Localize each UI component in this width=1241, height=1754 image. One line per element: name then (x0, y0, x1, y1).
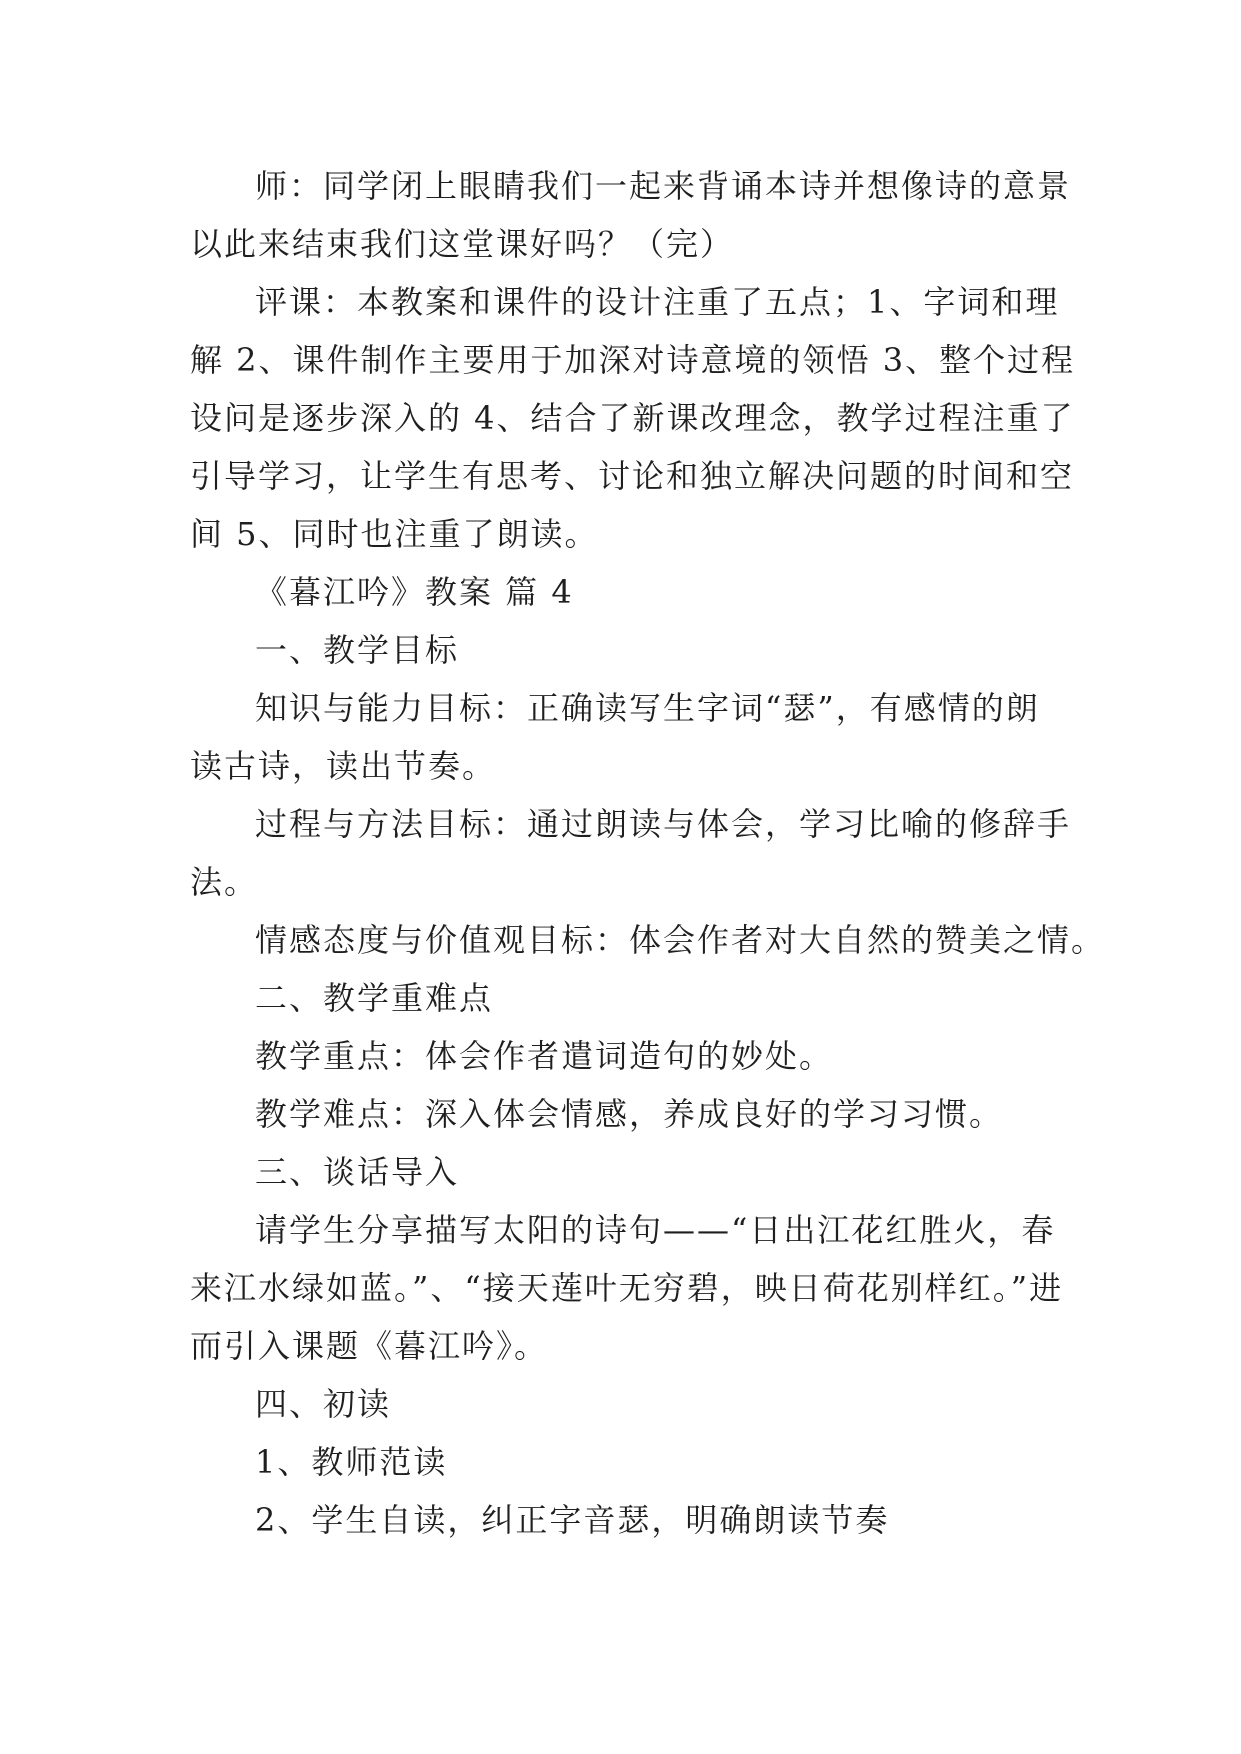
section-heading: 二、教学重难点 (255, 979, 494, 1017)
section-heading: 三、谈话导入 (255, 1153, 460, 1191)
paragraph-line: 读古诗，读出节奏。 (190, 747, 497, 785)
paragraph-line: 过程与方法目标：通过朗读与体会，学习比喻的修辞手 (255, 805, 1072, 843)
paragraph-line: 引导学习，让学生有思考、讨论和独立解决问题的时间和空 (190, 457, 1075, 495)
paragraph-line: 间 5、同时也注重了朗读。 (190, 515, 599, 553)
paragraph-line: 而引入课题《暮江吟》。 (190, 1327, 549, 1365)
paragraph-line: 设问是逐步深入的 4、结合了新课改理念，教学过程注重了 (190, 399, 1075, 437)
paragraph-line: 以此来结束我们这堂课好吗？（完） (190, 225, 735, 263)
paragraph-line: 知识与能力目标：正确读写生字词“瑟”，有感情的朗 (255, 689, 1040, 727)
list-item: 2、学生自读，纠正字音瑟，明确朗读节奏 (255, 1501, 890, 1539)
paragraph-line: 师：同学闭上眼睛我们一起来背诵本诗并想像诗的意景 (255, 167, 1072, 205)
paragraph-line: 来江水绿如蓝。”、“接天莲叶无穷碧，映日荷花别样红。”进 (190, 1269, 1064, 1307)
section-heading: 一、教学目标 (255, 631, 460, 669)
section-title: 《暮江吟》教案 篇 4 (255, 573, 574, 611)
paragraph-line: 法。 (190, 863, 259, 901)
list-item: 1、教师范读 (255, 1443, 448, 1481)
paragraph-line: 评课：本教案和课件的设计注重了五点；1、字词和理 (255, 283, 1060, 321)
section-heading: 四、初读 (255, 1385, 392, 1423)
paragraph-line: 教学重点：体会作者遣词造句的妙处。 (255, 1037, 834, 1075)
paragraph-line: 解 2、课件制作主要用于加深对诗意境的领悟 3、整个过程 (190, 341, 1076, 379)
paragraph-line: 情感态度与价值观目标：体会作者对大自然的赞美之情。 (255, 921, 1106, 959)
paragraph-line: 教学难点：深入体会情感，养成良好的学习习惯。 (255, 1095, 1004, 1133)
paragraph-line: 请学生分享描写太阳的诗句——“日出江花红胜火，春 (255, 1211, 1056, 1249)
